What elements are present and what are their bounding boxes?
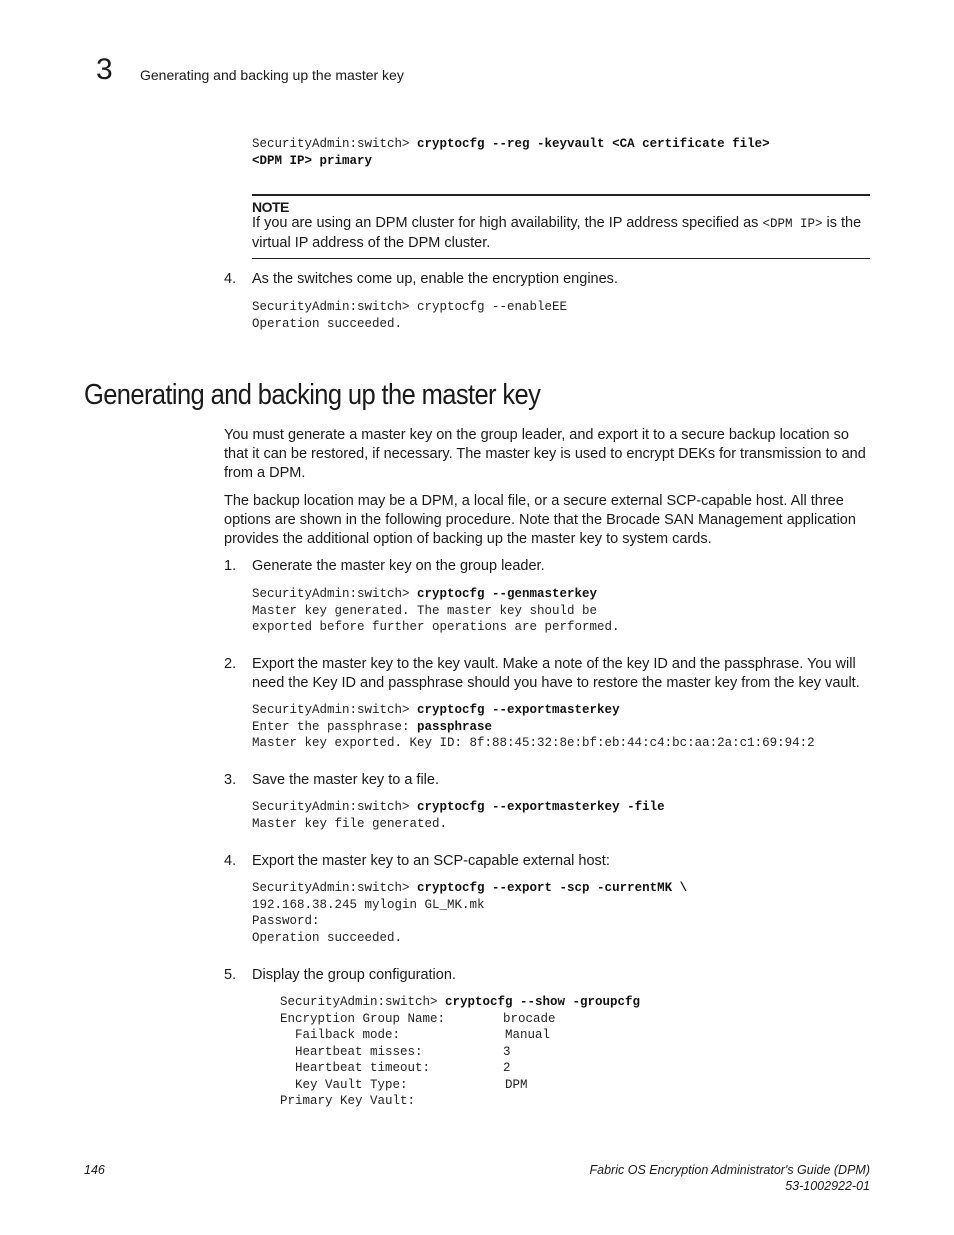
code-output: Operation succeeded. bbox=[252, 316, 403, 331]
running-header: Generating and backing up the master key bbox=[140, 67, 404, 83]
code-command: cryptocfg --exportmasterkey bbox=[417, 703, 620, 717]
step-text: Export the master key to the key vault. Make a note of the key ID and the passphrase. You will need the Key ID and passphrase should you have to restore the master key from the key vault. bbox=[252, 656, 860, 691]
code-block-genmasterkey bbox=[252, 586, 620, 636]
code-output: Master key generated. The master key should be bbox=[252, 603, 598, 618]
code-command: cryptocfg --genmasterkey bbox=[417, 587, 598, 601]
code-command: cryptocfg --exportmasterkey -file bbox=[417, 800, 665, 814]
groupcfg-row bbox=[280, 1060, 556, 1077]
doc-number: 53-1002922-01 bbox=[785, 1179, 870, 1193]
code-prompt: SecurityAdmin:switch> bbox=[252, 587, 418, 601]
groupcfg-label: Heartbeat timeout: bbox=[280, 1061, 431, 1075]
code-prompt: SecurityAdmin:switch> bbox=[252, 881, 418, 895]
groupcfg-row bbox=[280, 1077, 556, 1094]
code-block-exportmasterkey bbox=[252, 702, 815, 752]
step-number: 4. bbox=[224, 271, 237, 287]
code-block-show-groupcfg bbox=[280, 994, 640, 1011]
code-command: cryptocfg --show -groupcfg bbox=[445, 995, 641, 1009]
groupcfg-value: 2 bbox=[503, 1061, 511, 1075]
note-top-rule bbox=[252, 194, 870, 196]
code-block-enable-ee bbox=[252, 299, 567, 332]
code-block-export-scp bbox=[252, 880, 687, 946]
code-input: passphrase bbox=[417, 719, 493, 734]
groupcfg-row bbox=[280, 1044, 556, 1061]
code-output: Enter the passphrase: bbox=[252, 719, 418, 734]
code-prompt: SecurityAdmin:switch> bbox=[252, 703, 418, 717]
code-output: Password: bbox=[252, 914, 320, 928]
step-number: 5. bbox=[224, 967, 237, 983]
doc-title: Fabric OS Encryption Administrator's Guide (DPM) bbox=[589, 1163, 870, 1177]
code-output: Master key file generated. bbox=[252, 816, 448, 831]
groupcfg-row bbox=[280, 1027, 556, 1044]
groupcfg-label: Key Vault Type: bbox=[280, 1077, 408, 1092]
code-output: exported before further operations are performed. bbox=[252, 620, 620, 634]
chapter-number: 3 bbox=[96, 53, 113, 86]
note-text bbox=[252, 214, 872, 253]
code-output: 192.168.38.245 mylogin GL_MK.mk bbox=[252, 897, 485, 912]
groupcfg-value: DPM bbox=[505, 1077, 528, 1092]
note-text-line2: virtual IP address of the DPM cluster. bbox=[252, 235, 491, 251]
code-prompt: SecurityAdmin:switch> bbox=[252, 137, 418, 151]
step-text: Display the group configuration. bbox=[252, 967, 456, 983]
section-paragraph-2: The backup location may be a DPM, a local file, or a secure external SCP-capable host. All three options are shown in the following procedure. Note that the Brocade SAN Management application provides the additional option of backing up the master key to system cards. bbox=[224, 493, 856, 547]
code-command: cryptocfg --export -scp -currentMK \ bbox=[417, 881, 688, 895]
groupcfg-label: Primary Key Vault: bbox=[280, 1094, 416, 1108]
groupcfg-value: Manual bbox=[505, 1028, 551, 1042]
groupcfg-value: 3 bbox=[503, 1044, 511, 1059]
section-heading: Generating and backing up the master key bbox=[84, 379, 541, 411]
code-block-register-keyvault bbox=[252, 136, 770, 169]
step-text: Generate the master key on the group leader. bbox=[252, 558, 545, 574]
step-text: As the switches come up, enable the encryption engines. bbox=[252, 271, 618, 287]
step-text: Export the master key to an SCP-capable external host: bbox=[252, 853, 610, 869]
code-prompt: SecurityAdmin:switch> bbox=[280, 995, 446, 1009]
note-bottom-rule bbox=[252, 258, 870, 259]
step-text: Save the master key to a file. bbox=[252, 772, 439, 788]
groupcfg-value: brocade bbox=[503, 1011, 556, 1026]
note-text-after: is the bbox=[822, 215, 862, 231]
code-block-export-file bbox=[252, 799, 665, 832]
groupcfg-row bbox=[280, 1011, 556, 1028]
code-prompt: SecurityAdmin:switch> bbox=[252, 800, 418, 814]
code-command: cryptocfg --reg -keyvault <CA certificate file> bbox=[417, 137, 770, 151]
groupcfg-row bbox=[280, 1093, 556, 1110]
note-label: NOTE bbox=[252, 199, 289, 215]
groupcfg-output bbox=[280, 1011, 556, 1110]
section-paragraph-1: You must generate a master key on the group leader, and export it to a secure backup location so that it can be restored, if necessary. The master key is used to encrypt DEKs for transmission to and from a DPM. bbox=[224, 427, 866, 481]
step-number: 2. bbox=[224, 656, 237, 672]
step-number: 1. bbox=[224, 558, 237, 574]
groupcfg-label: Failback mode: bbox=[280, 1028, 401, 1042]
groupcfg-label: Heartbeat misses: bbox=[280, 1044, 423, 1059]
code-output: Master key exported. Key ID: 8f:88:45:32:8e:bf:eb:44:c4:bc:aa:2a:c1:69:94:2 bbox=[252, 736, 815, 750]
code-line: SecurityAdmin:switch> cryptocfg --enableEE bbox=[252, 300, 568, 314]
step-number: 4. bbox=[224, 853, 237, 869]
page-number: 146 bbox=[84, 1163, 105, 1177]
step-number: 3. bbox=[224, 772, 237, 788]
note-text-before: If you are using an DPM cluster for high availability, the IP address specified as bbox=[252, 215, 763, 231]
groupcfg-label: Encryption Group Name: bbox=[280, 1011, 446, 1026]
code-output: Operation succeeded. bbox=[252, 930, 403, 945]
note-inline-code: <DPM IP> bbox=[762, 217, 823, 231]
code-command-continued: <DPM IP> primary bbox=[252, 153, 373, 168]
